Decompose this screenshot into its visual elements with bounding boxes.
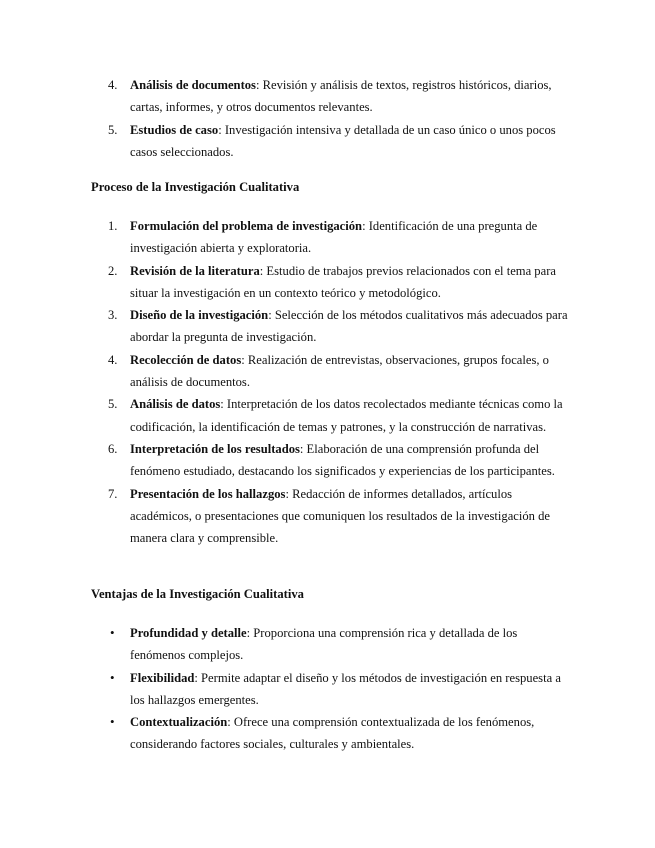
list-item-separator: : xyxy=(194,670,198,685)
list-item-separator: : xyxy=(227,715,231,730)
list-item-text: Proporciona una comprensión rica y detallada de los fenómenos complejos. xyxy=(130,626,518,663)
process-steps-list xyxy=(0,215,655,549)
list-item-term: Contextualización xyxy=(130,715,228,730)
list-item xyxy=(0,215,570,260)
list-number: 6. xyxy=(108,441,118,456)
advantages-list xyxy=(0,622,655,756)
list-item-separator: : xyxy=(299,441,304,456)
list-item-text: Revisión y análisis de textos, registros históricos, diarios, cartas, informes, y otros documentos relevantes. xyxy=(130,78,552,115)
list-item xyxy=(0,483,570,550)
list-item-separator: : xyxy=(268,308,272,323)
list-item xyxy=(0,711,570,756)
list-item-text: Permite adaptar el diseño y los métodos de investigación en respuesta a los hallazgos emergentes. xyxy=(130,670,561,707)
list-item-separator: : xyxy=(259,263,264,278)
list-item-separator: : xyxy=(218,122,222,137)
list-item-text: Elaboración de una comprensión profunda del fenómeno estudiado, destacando los significados y experiencias de los participantes. xyxy=(130,441,555,479)
bullet-icon: • xyxy=(110,669,115,685)
list-number: 3. xyxy=(108,308,118,323)
list-item-separator: : xyxy=(285,486,289,501)
list-item-text: Ofrece una comprensión contextualizada de los fenómenos, considerando factores sociales, culturales y ambientales. xyxy=(130,715,535,752)
list-number: 5. xyxy=(108,122,118,137)
list-item-text: Interpretación de los datos recolectados mediante técnicas como la codificación, la identificación de temas y patrones, y la construcción de narrativas. xyxy=(130,397,563,434)
list-item-term: Análisis de datos xyxy=(130,397,221,412)
list-item-text: Selección de los métodos cualitativos más adecuados para abordar la pregunta de investigación. xyxy=(130,308,568,345)
list-item xyxy=(0,667,570,712)
list-item-separator: : xyxy=(255,78,260,92)
list-number: 5. xyxy=(108,397,118,412)
list-item xyxy=(0,349,570,394)
list-item-term: Interpretación de los resultados xyxy=(130,441,300,456)
list-item-separator: : xyxy=(362,219,366,233)
list-item-separator: : xyxy=(220,397,224,412)
list-number: 1. xyxy=(108,219,118,233)
list-number: 2. xyxy=(108,263,118,278)
list-item xyxy=(0,74,570,119)
list-item-separator: : xyxy=(246,626,251,640)
list-item-text: Investigación intensiva y detallada de un caso único o unos pocos casos seleccionados. xyxy=(130,122,556,159)
list-number: 7. xyxy=(108,486,118,501)
list-number: 4. xyxy=(108,352,118,367)
list-item-text: Realización de entrevistas, observaciones, grupos focales, o análisis de documentos. xyxy=(130,352,549,390)
list-item-term: Presentación de los hallazgos xyxy=(130,486,286,501)
methods-list-continued xyxy=(0,74,655,163)
list-item xyxy=(0,393,570,438)
list-item-term: Profundidad y detalle xyxy=(130,626,247,640)
section-heading-advantages: Ventajas de la Investigación Cualitativa xyxy=(91,587,304,601)
list-item-text: Identificación de una pregunta de investigación abierta y exploratoria. xyxy=(130,219,538,256)
list-item-separator: : xyxy=(241,352,245,367)
list-item-term: Análisis de documentos xyxy=(130,78,256,92)
list-item xyxy=(0,622,570,667)
list-number: 4. xyxy=(108,78,118,92)
list-item-term: Flexibilidad xyxy=(130,670,195,685)
list-item-text: Redacción de informes detallados, artículos académicos, o presentaciones que comuniquen los resultados de la investigación de manera clara y comprensible. xyxy=(130,486,551,546)
bullet-icon: • xyxy=(110,625,115,640)
bullet-icon: • xyxy=(110,714,115,730)
list-item xyxy=(0,260,570,305)
list-item-term: Estudios de caso xyxy=(130,122,219,137)
list-item-text: Estudio de trabajos previos relacionados con el tema para situar la investigación en un contexto teórico y metodológico. xyxy=(130,263,556,300)
list-item-term: Revisión de la literatura xyxy=(130,263,260,278)
list-item-term: Recolección de datos xyxy=(130,352,242,367)
list-item xyxy=(0,119,570,164)
list-item-term: Diseño de la investigación xyxy=(130,308,269,323)
list-item xyxy=(0,304,570,349)
list-item-term: Formulación del problema de investigación xyxy=(130,219,363,233)
section-heading-process: Proceso de la Investigación Cualitativa xyxy=(91,180,300,194)
list-item xyxy=(0,438,570,483)
